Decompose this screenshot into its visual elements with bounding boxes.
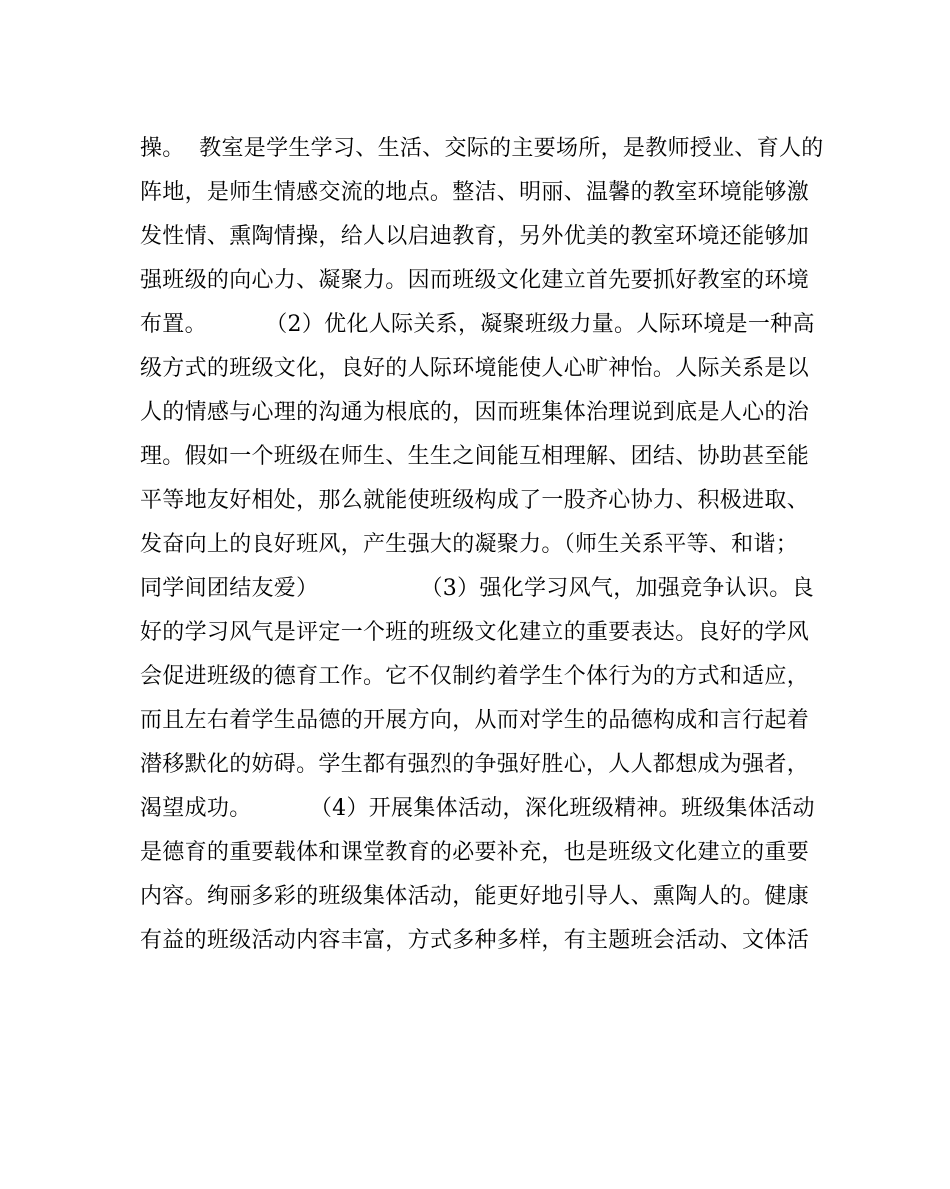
text-line: 是德育的重要载体和课堂教育的必要补充，也是班级文化建立的重要 <box>140 840 810 865</box>
text-line: 有益的班级活动内容丰富，方式多种多样，有主题班会活动、文体活 <box>140 928 810 953</box>
text-line: 好的学习风气是评定一个班的班级文化建立的重要表达。良好的学风 <box>140 620 810 645</box>
body-text <box>140 127 824 963</box>
text-line: 布置。 （2）优化人际关系，凝聚班级力量。人际环境是一种高 <box>140 312 815 337</box>
text-line: 发性情、熏陶情操，给人以启迪教育，另外优美的教室环境还能够加 <box>140 224 810 249</box>
text-line: 人的情感与心理的沟通为根底的，因而班集体治理说到底是人心的治 <box>140 400 810 425</box>
text-line: 内容。绚丽多彩的班级集体活动，能更好地引导人、熏陶人的。健康 <box>140 884 810 909</box>
text-line: 平等地友好相处，那么就能使班级构成了一股齐心协力、积极进取、 <box>140 488 810 513</box>
text-line: 级方式的班级文化，良好的人际环境能使人心旷神怡。人际关系是以 <box>140 356 810 381</box>
text-line: 潜移默化的妨碍。学生都有强烈的争强好胜心，人人都想成为强者， <box>140 752 810 777</box>
text-line: 阵地，是师生情感交流的地点。整洁、明丽、温馨的教室环境能够激 <box>140 180 810 205</box>
text-line: 发奋向上的良好班风，产生强大的凝聚力。（师生关系平等、和谐； <box>140 532 799 557</box>
text-line: 操。 教室是学生学习、生活、交际的主要场所，是教师授业、育人的 <box>140 136 824 161</box>
text-line: 渴望成功。 （4）开展集体活动，深化班级精神。班级集体活动 <box>140 796 815 821</box>
text-line: 而且左右着学生品德的开展方向，从而对学生的品德构成和言行起着 <box>140 708 810 733</box>
text-line: 会促进班级的德育工作。它不仅制约着学生个体行为的方式和适应， <box>140 664 810 689</box>
text-line: 强班级的向心力、凝聚力。因而班级文化建立首先要抓好教室的环境 <box>140 268 810 293</box>
text-line: 理。假如一个班级在师生、生生之间能互相理解、团结、协助甚至能 <box>140 444 810 469</box>
text-line: 同学间团结友爱） （3）强化学习风气，加强竞争认识。良 <box>140 576 814 601</box>
